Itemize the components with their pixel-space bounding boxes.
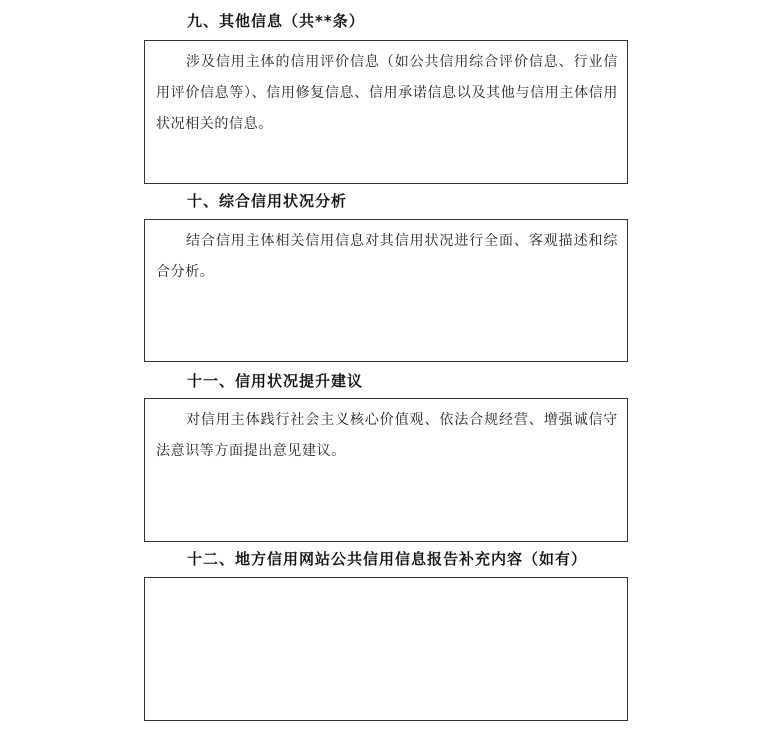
section-11-box (144, 398, 628, 542)
section-12-heading: 十二、地方信用网站公共信用信息报告补充内容（如有） (187, 550, 588, 568)
section-10-heading: 十、综合信用状况分析 (187, 192, 348, 210)
section-9-heading: 九、其他信息（共**条） (187, 12, 365, 30)
section-11-heading: 十一、信用状况提升建议 (187, 372, 364, 390)
section-11-text: 对信用主体践行社会主义核心价值观、依法合规经营、增强诚信守法意识等方面提出意见建议。 (156, 412, 618, 459)
section-9-box (144, 40, 628, 184)
section-10-box (144, 219, 628, 362)
section-10-text: 结合信用主体相关信用信息对其信用状况进行全面、客观描述和综合分析。 (156, 233, 618, 280)
section-12-box (144, 577, 628, 721)
section-9-text: 涉及信用主体的信用评价信息（如公共信用综合评价信息、行业信用评价信息等）、信用修复信息、信用承诺信息以及其他与信用主体信用状况相关的信息。 (156, 54, 618, 132)
